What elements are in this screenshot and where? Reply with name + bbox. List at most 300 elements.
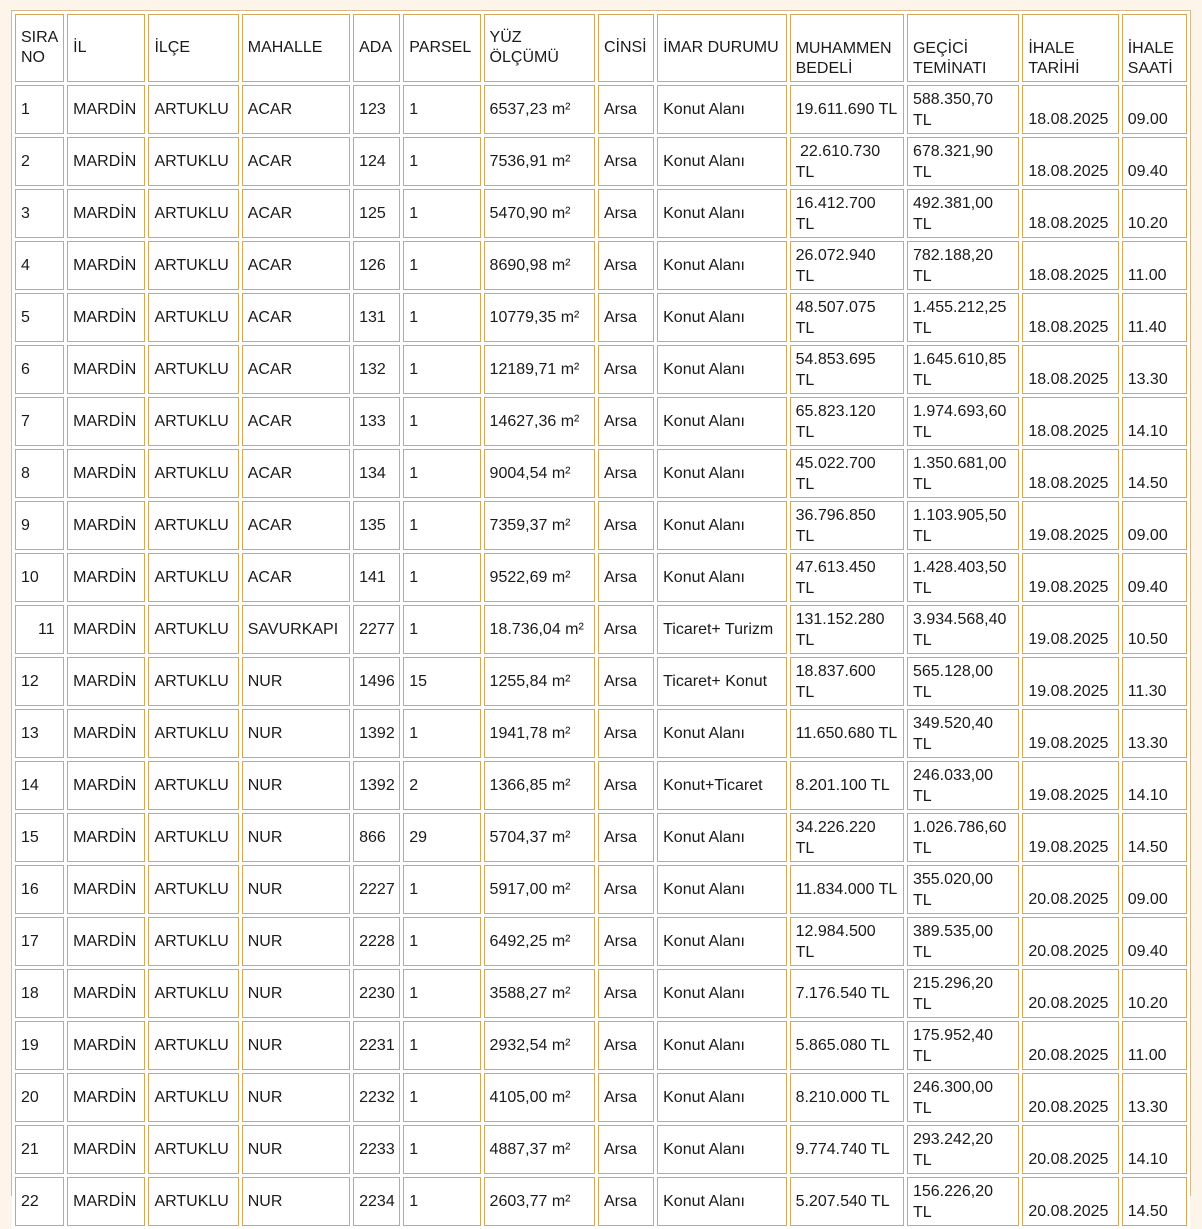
cell-cins: Arsa: [598, 1073, 654, 1122]
cell-ada: 2232: [353, 1073, 400, 1122]
cell-ada: 1496: [353, 657, 400, 706]
table-row: [15, 449, 1187, 498]
cell-mahalle: ACAR: [242, 449, 350, 498]
cell-imar: Konut+Ticaret: [657, 761, 786, 810]
cell-il: MARDİN: [67, 657, 145, 706]
column-header-teminat: GEÇİCİ TEMİNATI: [907, 14, 1019, 82]
cell-bedel: 5.207.540 TL: [790, 1177, 904, 1226]
cell-ilce: ARTUKLU: [148, 605, 238, 654]
column-header-ilce: İLÇE: [148, 14, 238, 82]
cell-il: MARDİN: [67, 1125, 145, 1174]
cell-sira: 6: [15, 345, 64, 394]
cell-sira: 17: [15, 917, 64, 966]
cell-ada: 125: [353, 189, 400, 238]
cell-saat: 09.00: [1122, 501, 1187, 550]
cell-teminat: 1.428.403,50 TL: [907, 553, 1019, 602]
cell-bedel: 18.837.600 TL: [790, 657, 904, 706]
cell-ilce: ARTUKLU: [148, 345, 238, 394]
cell-imar: Konut Alanı: [657, 241, 786, 290]
cell-ada: 123: [353, 85, 400, 134]
cell-tarih: 19.08.2025: [1022, 553, 1118, 602]
cell-mahalle: ACAR: [242, 553, 350, 602]
cell-cins: Arsa: [598, 189, 654, 238]
cell-yuz: 1941,78 m²: [484, 709, 595, 758]
cell-teminat: 492.381,00 TL: [907, 189, 1019, 238]
cell-tarih: 19.08.2025: [1022, 657, 1118, 706]
cell-imar: Konut Alanı: [657, 85, 786, 134]
cell-teminat: 565.128,00 TL: [907, 657, 1019, 706]
cell-il: MARDİN: [67, 917, 145, 966]
cell-parsel: 1: [403, 85, 480, 134]
cell-ada: 134: [353, 449, 400, 498]
cell-mahalle: NUR: [242, 1021, 350, 1070]
cell-sira: 11: [15, 605, 64, 654]
cell-teminat: 293.242,20 TL: [907, 1125, 1019, 1174]
cell-parsel: 1: [403, 449, 480, 498]
cell-bedel: 11.650.680 TL: [790, 709, 904, 758]
cell-yuz: 10779,35 m²: [484, 293, 595, 342]
cell-yuz: 14627,36 m²: [484, 397, 595, 446]
cell-ada: 132: [353, 345, 400, 394]
cell-parsel: 1: [403, 345, 480, 394]
table-row: [15, 709, 1187, 758]
cell-saat: 14.50: [1122, 449, 1187, 498]
cell-imar: Konut Alanı: [657, 1073, 786, 1122]
cell-il: MARDİN: [67, 605, 145, 654]
table-row: [15, 917, 1187, 966]
cell-cins: Arsa: [598, 657, 654, 706]
cell-il: MARDİN: [67, 813, 145, 862]
cell-saat: 10.20: [1122, 969, 1187, 1018]
cell-tarih: 20.08.2025: [1022, 1177, 1118, 1226]
cell-il: MARDİN: [67, 709, 145, 758]
cell-teminat: 588.350,70 TL: [907, 85, 1019, 134]
cell-tarih: 20.08.2025: [1022, 969, 1118, 1018]
table-header: [15, 14, 1187, 82]
cell-yuz: 3588,27 m²: [484, 969, 595, 1018]
cell-cins: Arsa: [598, 605, 654, 654]
cell-cins: Arsa: [598, 865, 654, 914]
cell-ada: 2230: [353, 969, 400, 1018]
cell-saat: 11.40: [1122, 293, 1187, 342]
cell-ada: 2277: [353, 605, 400, 654]
cell-mahalle: NUR: [242, 709, 350, 758]
cell-tarih: 18.08.2025: [1022, 397, 1118, 446]
cell-yuz: 8690,98 m²: [484, 241, 595, 290]
cell-teminat: 389.535,00 TL: [907, 917, 1019, 966]
cell-saat: 13.30: [1122, 345, 1187, 394]
cell-sira: 21: [15, 1125, 64, 1174]
cell-il: MARDİN: [67, 397, 145, 446]
cell-il: MARDİN: [67, 345, 145, 394]
cell-imar: Konut Alanı: [657, 1125, 786, 1174]
cell-ilce: ARTUKLU: [148, 761, 238, 810]
table-row: [15, 345, 1187, 394]
cell-bedel: 8.210.000 TL: [790, 1073, 904, 1122]
cell-saat: 09.40: [1122, 917, 1187, 966]
cell-mahalle: ACAR: [242, 137, 350, 186]
cell-tarih: 19.08.2025: [1022, 501, 1118, 550]
table-row: [15, 241, 1187, 290]
cell-imar: Konut Alanı: [657, 1021, 786, 1070]
cell-bedel: 54.853.695 TL: [790, 345, 904, 394]
cell-ilce: ARTUKLU: [148, 241, 238, 290]
table-row: [15, 553, 1187, 602]
cell-bedel: 22.610.730 TL: [790, 137, 904, 186]
cell-ilce: ARTUKLU: [148, 137, 238, 186]
column-header-saat: İHALE SAATİ: [1122, 14, 1187, 82]
cell-mahalle: NUR: [242, 1073, 350, 1122]
cell-teminat: 1.350.681,00 TL: [907, 449, 1019, 498]
cell-il: MARDİN: [67, 553, 145, 602]
cell-teminat: 1.103.905,50 TL: [907, 501, 1019, 550]
cell-ilce: ARTUKLU: [148, 1125, 238, 1174]
cell-parsel: 1: [403, 397, 480, 446]
cell-teminat: 1.974.693,60 TL: [907, 397, 1019, 446]
cell-parsel: 1: [403, 865, 480, 914]
cell-tarih: 18.08.2025: [1022, 293, 1118, 342]
table-row: [15, 397, 1187, 446]
cell-parsel: 1: [403, 241, 480, 290]
cell-saat: 14.10: [1122, 761, 1187, 810]
cell-bedel: 48.507.075 TL: [790, 293, 904, 342]
cell-yuz: 5917,00 m²: [484, 865, 595, 914]
cell-sira: 19: [15, 1021, 64, 1070]
cell-tarih: 19.08.2025: [1022, 709, 1118, 758]
cell-tarih: 20.08.2025: [1022, 1021, 1118, 1070]
auction-table-container: [11, 10, 1191, 1221]
cell-ilce: ARTUKLU: [148, 1177, 238, 1226]
cell-sira: 14: [15, 761, 64, 810]
column-header-parsel: PARSEL: [403, 14, 480, 82]
cell-tarih: 20.08.2025: [1022, 1073, 1118, 1122]
cell-mahalle: ACAR: [242, 189, 350, 238]
cell-yuz: 18.736,04 m²: [484, 605, 595, 654]
cell-imar: Konut Alanı: [657, 865, 786, 914]
cell-parsel: 1: [403, 553, 480, 602]
cell-ada: 141: [353, 553, 400, 602]
cell-mahalle: ACAR: [242, 397, 350, 446]
cell-ada: 2228: [353, 917, 400, 966]
cell-cins: Arsa: [598, 1177, 654, 1226]
cell-mahalle: ACAR: [242, 241, 350, 290]
cell-bedel: 19.611.690 TL: [790, 85, 904, 134]
cell-sira: 15: [15, 813, 64, 862]
cell-mahalle: ACAR: [242, 345, 350, 394]
column-header-imar: İMAR DURUMU: [657, 14, 786, 82]
cell-bedel: 12.984.500 TL: [790, 917, 904, 966]
cell-ilce: ARTUKLU: [148, 397, 238, 446]
cell-sira: 18: [15, 969, 64, 1018]
cell-tarih: 20.08.2025: [1022, 865, 1118, 914]
table-row: [15, 85, 1187, 134]
table-row: [15, 813, 1187, 862]
cell-saat: 10.20: [1122, 189, 1187, 238]
cell-teminat: 355.020,00 TL: [907, 865, 1019, 914]
cell-cins: Arsa: [598, 137, 654, 186]
cell-tarih: 20.08.2025: [1022, 1125, 1118, 1174]
cell-bedel: 131.152.280 TL: [790, 605, 904, 654]
cell-bedel: 65.823.120 TL: [790, 397, 904, 446]
cell-bedel: 5.865.080 TL: [790, 1021, 904, 1070]
cell-imar: Konut Alanı: [657, 553, 786, 602]
cell-il: MARDİN: [67, 1177, 145, 1226]
cell-ilce: ARTUKLU: [148, 709, 238, 758]
table-row: [15, 189, 1187, 238]
cell-parsel: 1: [403, 1073, 480, 1122]
cell-bedel: 36.796.850 TL: [790, 501, 904, 550]
column-header-tarih: İHALE TARİHİ: [1022, 14, 1118, 82]
cell-yuz: 5470,90 m²: [484, 189, 595, 238]
cell-yuz: 4105,00 m²: [484, 1073, 595, 1122]
cell-teminat: 1.026.786,60 TL: [907, 813, 1019, 862]
cell-cins: Arsa: [598, 345, 654, 394]
cell-ada: 124: [353, 137, 400, 186]
cell-tarih: 18.08.2025: [1022, 449, 1118, 498]
cell-il: MARDİN: [67, 501, 145, 550]
cell-ilce: ARTUKLU: [148, 657, 238, 706]
cell-imar: Ticaret+ Turizm: [657, 605, 786, 654]
cell-ilce: ARTUKLU: [148, 969, 238, 1018]
cell-tarih: 18.08.2025: [1022, 345, 1118, 394]
cell-ilce: ARTUKLU: [148, 917, 238, 966]
cell-parsel: 29: [403, 813, 480, 862]
cell-bedel: 26.072.940 TL: [790, 241, 904, 290]
cell-yuz: 5704,37 m²: [484, 813, 595, 862]
cell-saat: 09.00: [1122, 85, 1187, 134]
column-header-ada: ADA: [353, 14, 400, 82]
cell-yuz: 2932,54 m²: [484, 1021, 595, 1070]
cell-cins: Arsa: [598, 1021, 654, 1070]
cell-parsel: 1: [403, 1125, 480, 1174]
cell-saat: 13.30: [1122, 1073, 1187, 1122]
cell-bedel: 8.201.100 TL: [790, 761, 904, 810]
cell-teminat: 1.645.610,85 TL: [907, 345, 1019, 394]
cell-cins: Arsa: [598, 553, 654, 602]
cell-ada: 1392: [353, 709, 400, 758]
cell-teminat: 246.033,00 TL: [907, 761, 1019, 810]
cell-saat: 14.50: [1122, 1177, 1187, 1226]
cell-sira: 4: [15, 241, 64, 290]
cell-il: MARDİN: [67, 865, 145, 914]
cell-ilce: ARTUKLU: [148, 1073, 238, 1122]
cell-tarih: 18.08.2025: [1022, 85, 1118, 134]
cell-bedel: 47.613.450 TL: [790, 553, 904, 602]
cell-sira: 20: [15, 1073, 64, 1122]
cell-teminat: 349.520,40 TL: [907, 709, 1019, 758]
cell-il: MARDİN: [67, 1073, 145, 1122]
cell-ilce: ARTUKLU: [148, 293, 238, 342]
cell-ilce: ARTUKLU: [148, 1021, 238, 1070]
cell-sira: 13: [15, 709, 64, 758]
cell-teminat: 678.321,90 TL: [907, 137, 1019, 186]
cell-teminat: 156.226,20 TL: [907, 1177, 1019, 1226]
cell-saat: 11.30: [1122, 657, 1187, 706]
cell-cins: Arsa: [598, 761, 654, 810]
cell-teminat: 175.952,40 TL: [907, 1021, 1019, 1070]
cell-yuz: 1255,84 m²: [484, 657, 595, 706]
cell-il: MARDİN: [67, 189, 145, 238]
cell-tarih: 19.08.2025: [1022, 761, 1118, 810]
cell-teminat: 3.934.568,40 TL: [907, 605, 1019, 654]
cell-yuz: 9004,54 m²: [484, 449, 595, 498]
cell-tarih: 19.08.2025: [1022, 605, 1118, 654]
table-row: [15, 865, 1187, 914]
cell-mahalle: NUR: [242, 865, 350, 914]
cell-ada: 135: [353, 501, 400, 550]
cell-teminat: 246.300,00 TL: [907, 1073, 1019, 1122]
cell-imar: Konut Alanı: [657, 449, 786, 498]
table-row: [15, 1073, 1187, 1122]
cell-saat: 10.50: [1122, 605, 1187, 654]
cell-bedel: 45.022.700 TL: [790, 449, 904, 498]
auction-table: [12, 11, 1190, 1229]
cell-yuz: 6492,25 m²: [484, 917, 595, 966]
cell-yuz: 4887,37 m²: [484, 1125, 595, 1174]
cell-sira: 12: [15, 657, 64, 706]
cell-yuz: 9522,69 m²: [484, 553, 595, 602]
cell-sira: 10: [15, 553, 64, 602]
cell-il: MARDİN: [67, 449, 145, 498]
cell-saat: 13.30: [1122, 709, 1187, 758]
cell-ada: 866: [353, 813, 400, 862]
cell-yuz: 1366,85 m²: [484, 761, 595, 810]
cell-imar: Konut Alanı: [657, 813, 786, 862]
cell-il: MARDİN: [67, 1021, 145, 1070]
cell-parsel: 1: [403, 1021, 480, 1070]
cell-mahalle: NUR: [242, 969, 350, 1018]
cell-imar: Konut Alanı: [657, 137, 786, 186]
cell-cins: Arsa: [598, 501, 654, 550]
cell-saat: 14.10: [1122, 397, 1187, 446]
cell-saat: 09.00: [1122, 865, 1187, 914]
cell-cins: Arsa: [598, 917, 654, 966]
cell-saat: 09.40: [1122, 137, 1187, 186]
cell-il: MARDİN: [67, 761, 145, 810]
table-row: [15, 969, 1187, 1018]
cell-tarih: 20.08.2025: [1022, 917, 1118, 966]
cell-mahalle: SAVURKAPI: [242, 605, 350, 654]
cell-mahalle: NUR: [242, 1125, 350, 1174]
cell-bedel: 9.774.740 TL: [790, 1125, 904, 1174]
cell-ilce: ARTUKLU: [148, 85, 238, 134]
cell-imar: Ticaret+ Konut: [657, 657, 786, 706]
cell-teminat: 215.296,20 TL: [907, 969, 1019, 1018]
cell-yuz: 2603,77 m²: [484, 1177, 595, 1226]
cell-il: MARDİN: [67, 969, 145, 1018]
table-row: [15, 137, 1187, 186]
cell-ada: 2227: [353, 865, 400, 914]
cell-ada: 2233: [353, 1125, 400, 1174]
column-header-il: İL: [67, 14, 145, 82]
cell-ilce: ARTUKLU: [148, 501, 238, 550]
cell-tarih: 18.08.2025: [1022, 189, 1118, 238]
cell-parsel: 1: [403, 917, 480, 966]
cell-ada: 131: [353, 293, 400, 342]
column-header-cins: CİNSİ: [598, 14, 654, 82]
cell-cins: Arsa: [598, 709, 654, 758]
cell-imar: Konut Alanı: [657, 917, 786, 966]
cell-imar: Konut Alanı: [657, 969, 786, 1018]
cell-cins: Arsa: [598, 85, 654, 134]
cell-mahalle: NUR: [242, 917, 350, 966]
cell-mahalle: NUR: [242, 1177, 350, 1226]
cell-imar: Konut Alanı: [657, 189, 786, 238]
cell-tarih: 18.08.2025: [1022, 241, 1118, 290]
cell-yuz: 7536,91 m²: [484, 137, 595, 186]
cell-ada: 1392: [353, 761, 400, 810]
cell-imar: Konut Alanı: [657, 345, 786, 394]
cell-saat: 14.50: [1122, 813, 1187, 862]
cell-il: MARDİN: [67, 137, 145, 186]
column-header-bedel: MUHAMMEN BEDELİ: [790, 14, 904, 82]
cell-imar: Konut Alanı: [657, 709, 786, 758]
column-header-mahalle: MAHALLE: [242, 14, 350, 82]
cell-parsel: 2: [403, 761, 480, 810]
cell-bedel: 34.226.220 TL: [790, 813, 904, 862]
cell-imar: Konut Alanı: [657, 501, 786, 550]
cell-parsel: 1: [403, 137, 480, 186]
cell-parsel: 1: [403, 605, 480, 654]
cell-mahalle: NUR: [242, 761, 350, 810]
cell-saat: 14.10: [1122, 1125, 1187, 1174]
cell-parsel: 1: [403, 709, 480, 758]
cell-sira: 5: [15, 293, 64, 342]
cell-teminat: 1.455.212,25 TL: [907, 293, 1019, 342]
cell-yuz: 12189,71 m²: [484, 345, 595, 394]
cell-mahalle: NUR: [242, 813, 350, 862]
cell-bedel: 16.412.700 TL: [790, 189, 904, 238]
cell-ada: 2234: [353, 1177, 400, 1226]
cell-ilce: ARTUKLU: [148, 865, 238, 914]
cell-ada: 133: [353, 397, 400, 446]
column-header-sira: SIRA NO: [15, 14, 64, 82]
table-row: [15, 1125, 1187, 1174]
cell-parsel: 1: [403, 293, 480, 342]
cell-sira: 3: [15, 189, 64, 238]
cell-ada: 126: [353, 241, 400, 290]
cell-saat: 09.40: [1122, 553, 1187, 602]
table-row: [15, 1021, 1187, 1070]
cell-cins: Arsa: [598, 397, 654, 446]
table-row: [15, 761, 1187, 810]
cell-imar: Konut Alanı: [657, 293, 786, 342]
cell-il: MARDİN: [67, 85, 145, 134]
cell-cins: Arsa: [598, 449, 654, 498]
table-row: [15, 605, 1187, 654]
cell-sira: 16: [15, 865, 64, 914]
cell-ada: 2231: [353, 1021, 400, 1070]
cell-il: MARDİN: [67, 293, 145, 342]
cell-parsel: 1: [403, 501, 480, 550]
cell-imar: Konut Alanı: [657, 397, 786, 446]
cell-tarih: 18.08.2025: [1022, 137, 1118, 186]
cell-teminat: 782.188,20 TL: [907, 241, 1019, 290]
cell-ilce: ARTUKLU: [148, 553, 238, 602]
cell-cins: Arsa: [598, 813, 654, 862]
cell-cins: Arsa: [598, 1125, 654, 1174]
table-body: [15, 85, 1187, 1226]
cell-bedel: 11.834.000 TL: [790, 865, 904, 914]
cell-bedel: 7.176.540 TL: [790, 969, 904, 1018]
cell-parsel: 1: [403, 969, 480, 1018]
cell-ilce: ARTUKLU: [148, 813, 238, 862]
cell-ilce: ARTUKLU: [148, 189, 238, 238]
cell-mahalle: NUR: [242, 657, 350, 706]
cell-mahalle: ACAR: [242, 293, 350, 342]
table-row: [15, 501, 1187, 550]
cell-il: MARDİN: [67, 241, 145, 290]
